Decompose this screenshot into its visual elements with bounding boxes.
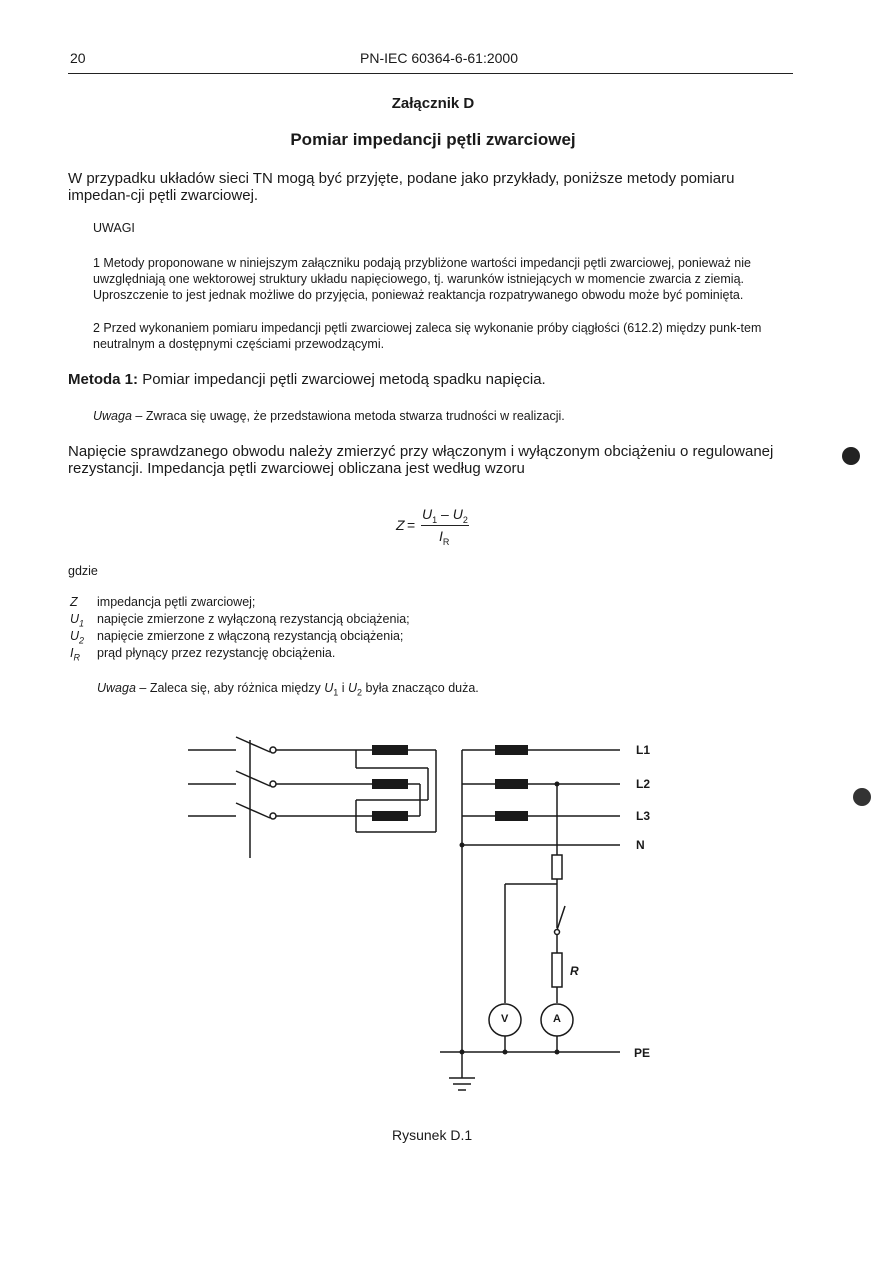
- label-r: R: [570, 964, 579, 978]
- definition-symbol-sub: 2: [79, 635, 85, 646]
- figure-caption: Rysunek D.1: [392, 1127, 473, 1143]
- remark-2-u2: U: [347, 681, 358, 695]
- formula-u1: U: [422, 506, 433, 522]
- label-pe: PE: [634, 1046, 651, 1060]
- formula-u1-sub: 1: [432, 514, 438, 525]
- remark-label: Uwaga: [93, 409, 132, 423]
- definition-symbol-sub: 1: [79, 618, 85, 629]
- formula-lhs: Z: [396, 517, 405, 533]
- formula-equals: =: [407, 517, 416, 533]
- punch-hole-top: [842, 447, 860, 465]
- definition-symbol: U: [70, 629, 80, 643]
- remark-text: – Zwraca się uwagę, że przedstawiona metoda stwarza trudności w realizacji.: [131, 409, 565, 423]
- definition-symbol: U: [70, 612, 80, 626]
- label-l1: L1: [636, 743, 651, 757]
- method-1-title: Pomiar impedancji pętli zwarciowej metodą spadku napięcia.: [142, 371, 546, 388]
- remark-2-text-b: i: [338, 681, 348, 695]
- annex-title: Załącznik D: [391, 95, 475, 112]
- note-1: 1 Metody proponowane w niniejszym załączniku podają przybliżone wartości impedancji pętli zwarciowej, ponieważ nie uwzględniają one wektorowej struktury układu napięciowego, tj. warunków istniejących w momencie zwarcia z ziemią. Uproszczenie to jest jednak możliwe do przyjęcia, ponieważ reaktancja rozpatrywanego obwodu może być pominięta.: [93, 256, 751, 302]
- definition-text: impedancja pętli zwarciowej;: [97, 595, 256, 609]
- formula-ir: I: [439, 528, 443, 544]
- where-label: gdzie: [68, 564, 98, 578]
- definition-symbol-sub: R: [73, 652, 80, 663]
- definition-symbol: I: [70, 646, 74, 660]
- remark-2-label: Uwaga: [97, 681, 136, 695]
- remark-2-text-c: była znacząco duża.: [362, 681, 479, 695]
- notes-heading: UWAGI: [93, 221, 135, 235]
- definition-text: napięcie zmierzone z włączoną rezystancją obciążenia;: [97, 629, 404, 643]
- remark-2-u2-sub: 2: [357, 687, 363, 698]
- annex-subtitle: Pomiar impedancji pętli zwarciowej: [290, 130, 576, 149]
- remark-2-u1-sub: 1: [333, 687, 339, 698]
- formula-minus: –: [437, 506, 453, 522]
- definition-symbol: Z: [70, 595, 78, 609]
- note-2: 2 Przed wykonaniem pomiaru impedancji pętli zwarciowej zaleca się wykonanie próby ciągłości (612.2) między punk-tem neutralnym a dostępnymi częściami przewodzącymi.: [93, 321, 762, 351]
- formula-u2: U: [452, 506, 463, 522]
- definition-text: napięcie zmierzone z wyłączoną rezystancją obciążenia;: [97, 612, 410, 626]
- label-n: N: [636, 838, 645, 852]
- method-1-label: Metoda 1:: [68, 371, 139, 388]
- page-number: 20: [70, 50, 86, 66]
- intro-paragraph: W przypadku układów sieci TN mogą być przyjęte, podane jako przykłady, poniższe metody pomiaru impedan-cji pętli zwarciowej.: [68, 170, 735, 204]
- punch-hole-bottom: [853, 788, 871, 806]
- remark-2-text-a: – Zaleca się, aby różnica między: [135, 681, 325, 695]
- remark-2-u1: U: [324, 681, 334, 695]
- method-1-body: Napięcie sprawdzanego obwodu należy zmierzyć przy włączonym i wyłączonym obciążeniu o regulowanej rezystancji. Impedancja pętli zwarciowej obliczana jest według wzoru: [68, 443, 774, 477]
- voltmeter-label: V: [501, 1013, 509, 1025]
- ammeter-label: A: [553, 1013, 561, 1025]
- label-l3: L3: [636, 809, 651, 823]
- definition-text: prąd płynący przez rezystancję obciążenia.: [97, 646, 336, 660]
- label-l2: L2: [636, 777, 651, 791]
- formula-u2-sub: 2: [462, 514, 468, 525]
- standard-reference: PN-IEC 60364-6-61:2000: [360, 50, 518, 66]
- formula-ir-sub: R: [442, 536, 450, 547]
